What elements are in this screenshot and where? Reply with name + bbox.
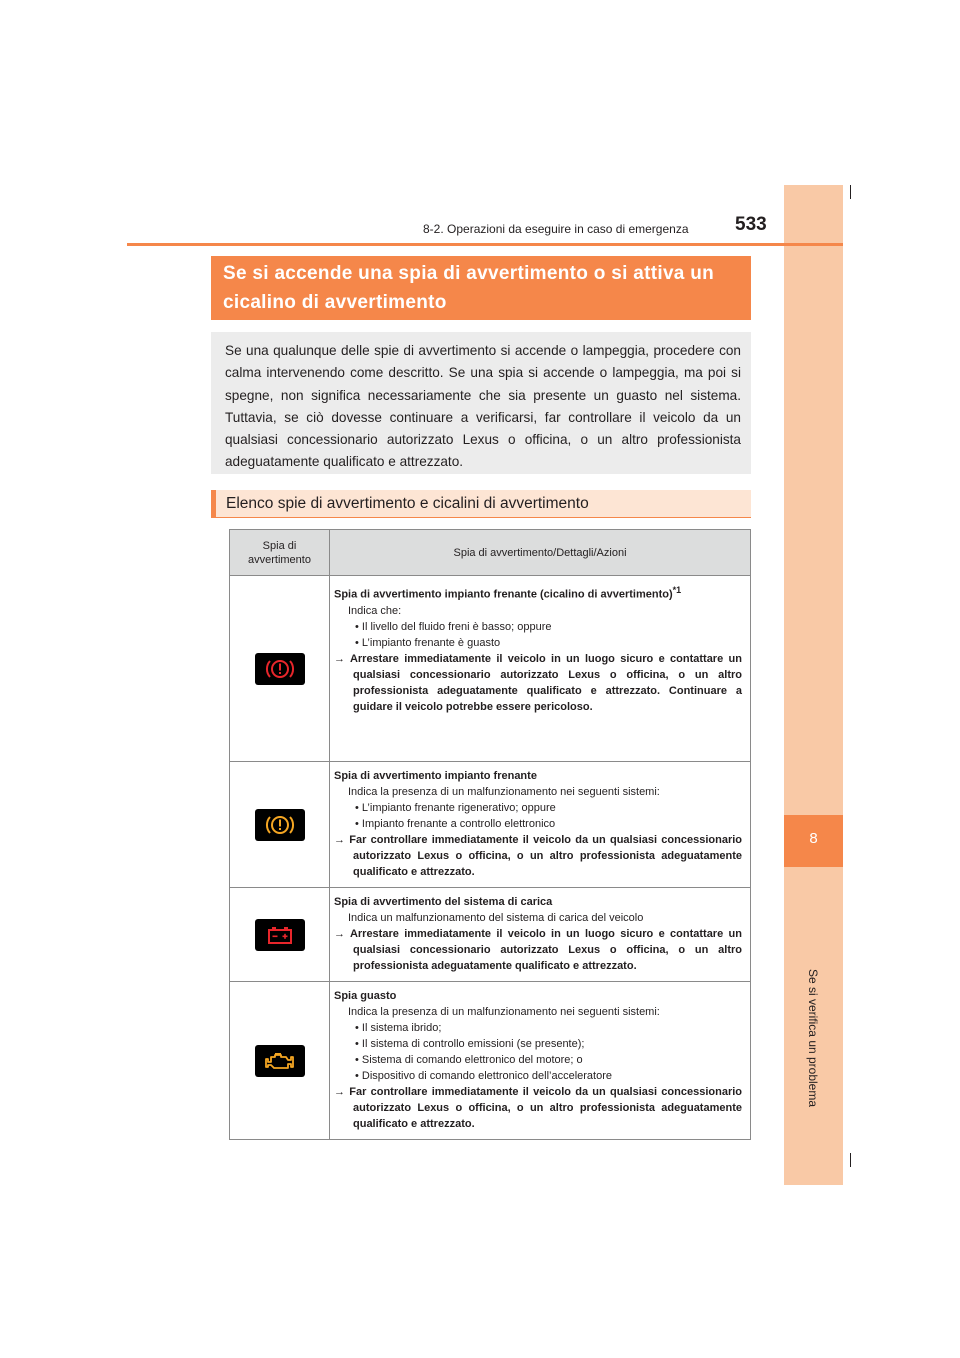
row-bullet: Sistema di comando elettronico del motore; o (361, 1054, 583, 1066)
row-action: Far controllare immediatamente il veicolo da un qualsiasi concessionario autorizzato Lexus o officina, o un altro professionista adeguatamente qualificato e attrezzato. (349, 1086, 742, 1130)
section-heading: 8-2. Operazioni da eseguire in caso di emergenza (423, 222, 689, 236)
row-text: Indica la presenza di un malfunzionamento nei seguenti sistemi: (348, 786, 660, 798)
brake-warning-red-icon (255, 653, 305, 685)
warning-lights-table (229, 529, 751, 1140)
row-action: Far controllare immediatamente il veicolo da un qualsiasi concessionario autorizzato Lexus o officina, o un altro professionista adeguatamente qualificato e attrezzato. (349, 834, 742, 878)
table-row: Spia guasto Indica la presenza di un malfunzionamento nei seguenti sistemi: • Il sistema ibrido; • Il sistema di controllo emissioni (se presente); • Sistema di comando elettronico del motore; o • Dispositivo di comando elettronico dell’acceleratore → Far controllare immediatamente il veicolo da un qualsiasi concessionario autorizzato Lexus o officina, o un altro professionista adeguatamente qualificato e attrezzato. (230, 982, 751, 1140)
col-header-details: Spia di avvertimento/Dettagli/Azioni (330, 530, 751, 576)
crop-mark-bottom (850, 1153, 851, 1167)
row-action: Arrestare immediatamente il veicolo in un luogo sicuro e contattare un qualsiasi concessionario autorizzato Lexus o officina, o un altro professionista adeguatamente qualificato e attrezzato. Continuare a guidare il veicolo potrebbe essere pericoloso. (349, 652, 742, 713)
intro-text: Se una qualunque delle spie di avvertimento si accende o lampeggia, procedere con calma intervenendo come descritto. Se una spia si accende o lampeggia, ma poi si spegne, non significa necessariamente che sia presente un guasto nel sistema. Tuttavia, se ciò dovesse continuare a verificarsi, far controllare il veicolo da un qualsiasi concessionario autorizzato Lexus o officina, o un altro professionista adeguatamente qualificato e attrezzato. (225, 343, 741, 470)
chapter-title: Se si verifica un problema (806, 968, 821, 1108)
title-banner (211, 256, 751, 320)
arrow-icon: → (334, 928, 345, 940)
row-title: Spia di avvertimento del sistema di carica (334, 896, 553, 908)
chapter-number: 8 (809, 830, 818, 847)
subtitle-bar (211, 490, 751, 518)
page-number: 533 (735, 214, 767, 235)
row-text: Indica che: (348, 604, 402, 617)
battery-charge-icon (255, 919, 305, 951)
row-bullet: L’impianto frenante è guasto (361, 636, 501, 649)
arrow-icon: → (334, 652, 345, 665)
row-bullet: Dispositivo di comando elettronico dell’acceleratore (361, 1070, 612, 1082)
row-bullet: Impianto frenante a controllo elettronico (361, 818, 556, 830)
table-row: Spia di avvertimento impianto frenante (cicalino di avvertimento)$^{*1}$ Indica che: • Il livello del fluido freni è basso; oppure • L’impianto frenante è guasto → Arrestare immediatamente il veicolo in un luogo sicuro e contattare un qualsiasi concessionario autorizzato Lexus o officina, o un altro professionista adeguatamente qualificato e attrezzato. Continuare a guidare il veicolo potrebbe essere pericoloso. (230, 576, 751, 762)
arrow-icon: → (334, 834, 345, 846)
row-bullet: Il livello del fluido freni è basso; oppure (361, 620, 552, 633)
row-bullet: L’impianto frenante rigenerativo; oppure (361, 802, 556, 814)
footnote-marker[interactable]: *1 (672, 585, 682, 595)
row-action: Arrestare immediatamente il veicolo in un luogo sicuro e contattare un qualsiasi concessionario autorizzato Lexus o officina, o un altro professionista adeguatamente qualificato e attrezzato. (349, 928, 742, 972)
page-title: Se si accende una spia di avvertimento o si attiva un cicalino di avvertimento (223, 263, 715, 313)
row-bullet: Il sistema di controllo emissioni (se presente); (361, 1038, 585, 1050)
table-header-row (230, 530, 751, 576)
brake-warning-amber-icon (255, 809, 305, 841)
header-rule (127, 243, 843, 246)
row-title: Spia guasto (334, 990, 397, 1002)
intro-box (211, 332, 751, 474)
row-title: Spia di avvertimento impianto frenante (334, 770, 537, 782)
row-text: Indica un malfunzionamento del sistema di carica del veicolo (348, 912, 644, 924)
table-row: Spia di avvertimento impianto frenante Indica la presenza di un malfunzionamento nei seguenti sistemi: • L’impianto frenante rigenerativo; oppure • Impianto frenante a controllo elettronico → Far controllare immediatamente il veicolo da un qualsiasi concessionario autorizzato Lexus o officina, o un altro professionista adeguatamente qualificato e attrezzato. (230, 762, 751, 888)
col-header-light: Spia di avvertimento (230, 530, 330, 576)
table-row (230, 888, 751, 982)
row-text: Indica la presenza di un malfunzionamento nei seguenti sistemi: (348, 1006, 660, 1018)
arrow-icon: → (334, 1086, 345, 1098)
row-title: Spia di avvertimento impianto frenante (cicalino di avvertimento) (334, 588, 673, 601)
crop-mark-top (850, 185, 851, 199)
subtitle: Elenco spie di avvertimento e cicalini di avvertimento (226, 495, 589, 512)
row-bullet: Il sistema ibrido; (361, 1022, 442, 1034)
engine-check-icon (255, 1045, 305, 1077)
